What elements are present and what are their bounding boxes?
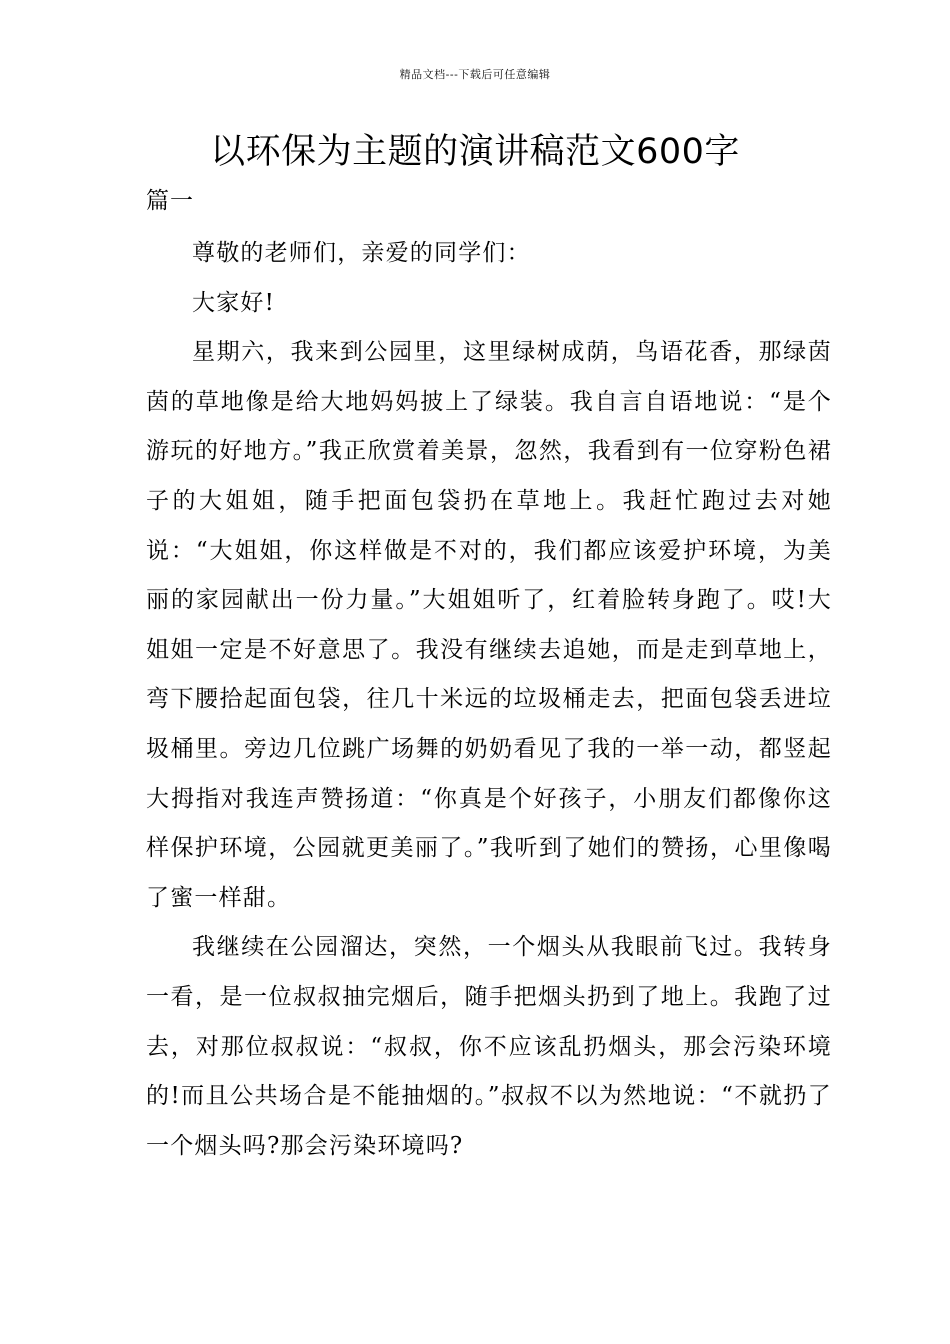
document-title: 以环保为主题的演讲稿范文600字 — [210, 132, 740, 172]
paragraph-hello: 大家好! — [192, 289, 276, 316]
document-body — [146, 229, 832, 1171]
section-label: 篇一 — [146, 188, 194, 214]
paragraph-park-story: 星期六，我来到公园里，这里绿树成荫，鸟语花香，那绿茵茵的草地像是给大地妈妈披上了绿装。我自言自语地说：“是个游玩的好地方。”我正欣赏着美景，忽然，我看到有一位穿粉色裙子的大姐姐，随手把面包袋扔在草地上。我赶忙跑过去对她说：“大姐姐，你这样做是不对的，我们都应该爱护环境，为美丽的家园献出一份力量。”大姐姐听了，红着脸转身跑了。哎!大姐姐一定是不好意思了。我没有继续去追她，而是走到草地上，弯下腰拾起面包袋，往几十米远的垃圾桶走去，把面包袋丢进垃圾桶里。旁边几位跳广场舞的奶奶看见了我的一举一动，都竖起大拇指对我连声赞扬道：“你真是个好孩子，小朋友们都像你这样保护环境，公园就更美丽了。”我听到了她们的赞扬，心里像喝了蜜一样甜。 — [146, 339, 832, 911]
paragraph-greeting: 尊敬的老师们，亲爱的同学们： — [192, 240, 531, 266]
header-note: 精品文档---下载后可任意编辑 — [399, 68, 551, 81]
paragraph-cigarette-story: 我继续在公园溜达，突然，一个烟头从我眼前飞过。我转身一看，是一位叔叔抽完烟后，随手把烟头扔到了地上。我跑了过去，对那位叔叔说：“叔叔，你不应该乱扔烟头，那会污染环境的!而且公共场合是不能抽烟的。”叔叔不以为然地说：“不就扔了一个烟头吗?那会污染环境吗? — [146, 934, 832, 1159]
